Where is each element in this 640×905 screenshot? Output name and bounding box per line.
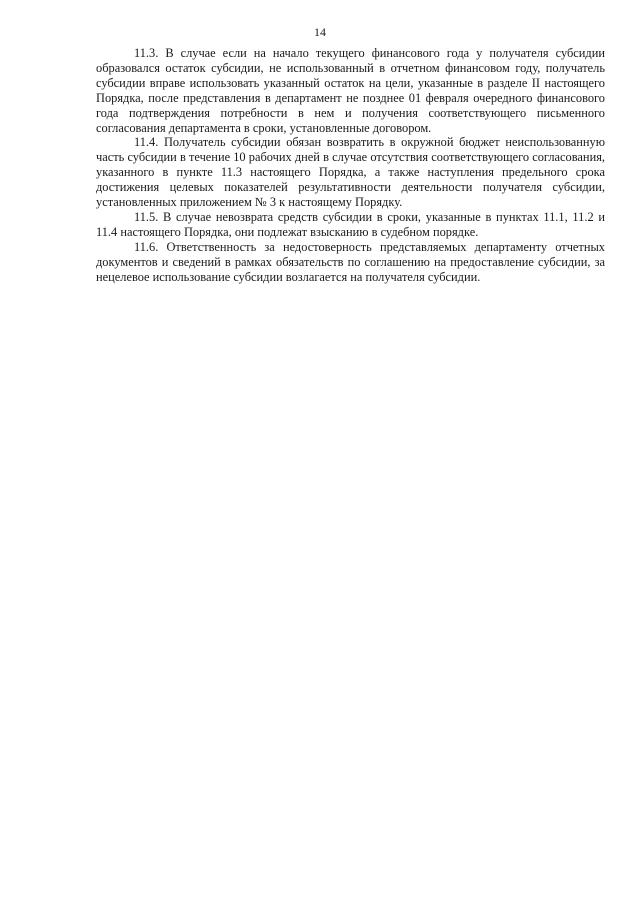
paragraph-11-6: 11.6. Ответственность за недостоверность представляемых департаменту отчетных документов и сведений в рамках обязательств по соглашению на предоставление субсидии, за нецелевое использование субсидии возлагается на получателя субсидии. [96, 239, 605, 284]
paragraph-11-4: 11.4. Получатель субсидии обязан возвратить в окружной бюджет неиспользованную часть субсидии в течение 10 рабочих дней в случае отсутствия соответствующего согласования, указанного в пункте 11.3 настоящего Порядка, а также наступления предельного срока достижения целевых показателей результативности деятельности получателя субсидии, установленных приложением № 3 к настоящему Порядку. [96, 135, 605, 210]
document-body [96, 46, 605, 285]
paragraph-11-5: 11.5. В случае невозврата средств субсидии в сроки, указанные в пунктах 11.1, 11.2 и 11.4 настоящего Порядка, они подлежат взысканию в судебном порядке. [96, 209, 605, 239]
paragraph-11-3: 11.3. В случае если на начало текущего финансового года у получателя субсидии образовался остаток субсидии, не использованный в отчетном финансовом году, получатель субсидии вправе использовать указанный остаток на цели, указанные в разделе II настоящего Порядка, после представления в департамент не позднее 01 февраля очередного финансового года подтверждения потребности в нем и получения соответствующего письменного согласования департамента в сроки, установленные договором. [96, 46, 605, 135]
page-number: 14 [314, 25, 326, 39]
